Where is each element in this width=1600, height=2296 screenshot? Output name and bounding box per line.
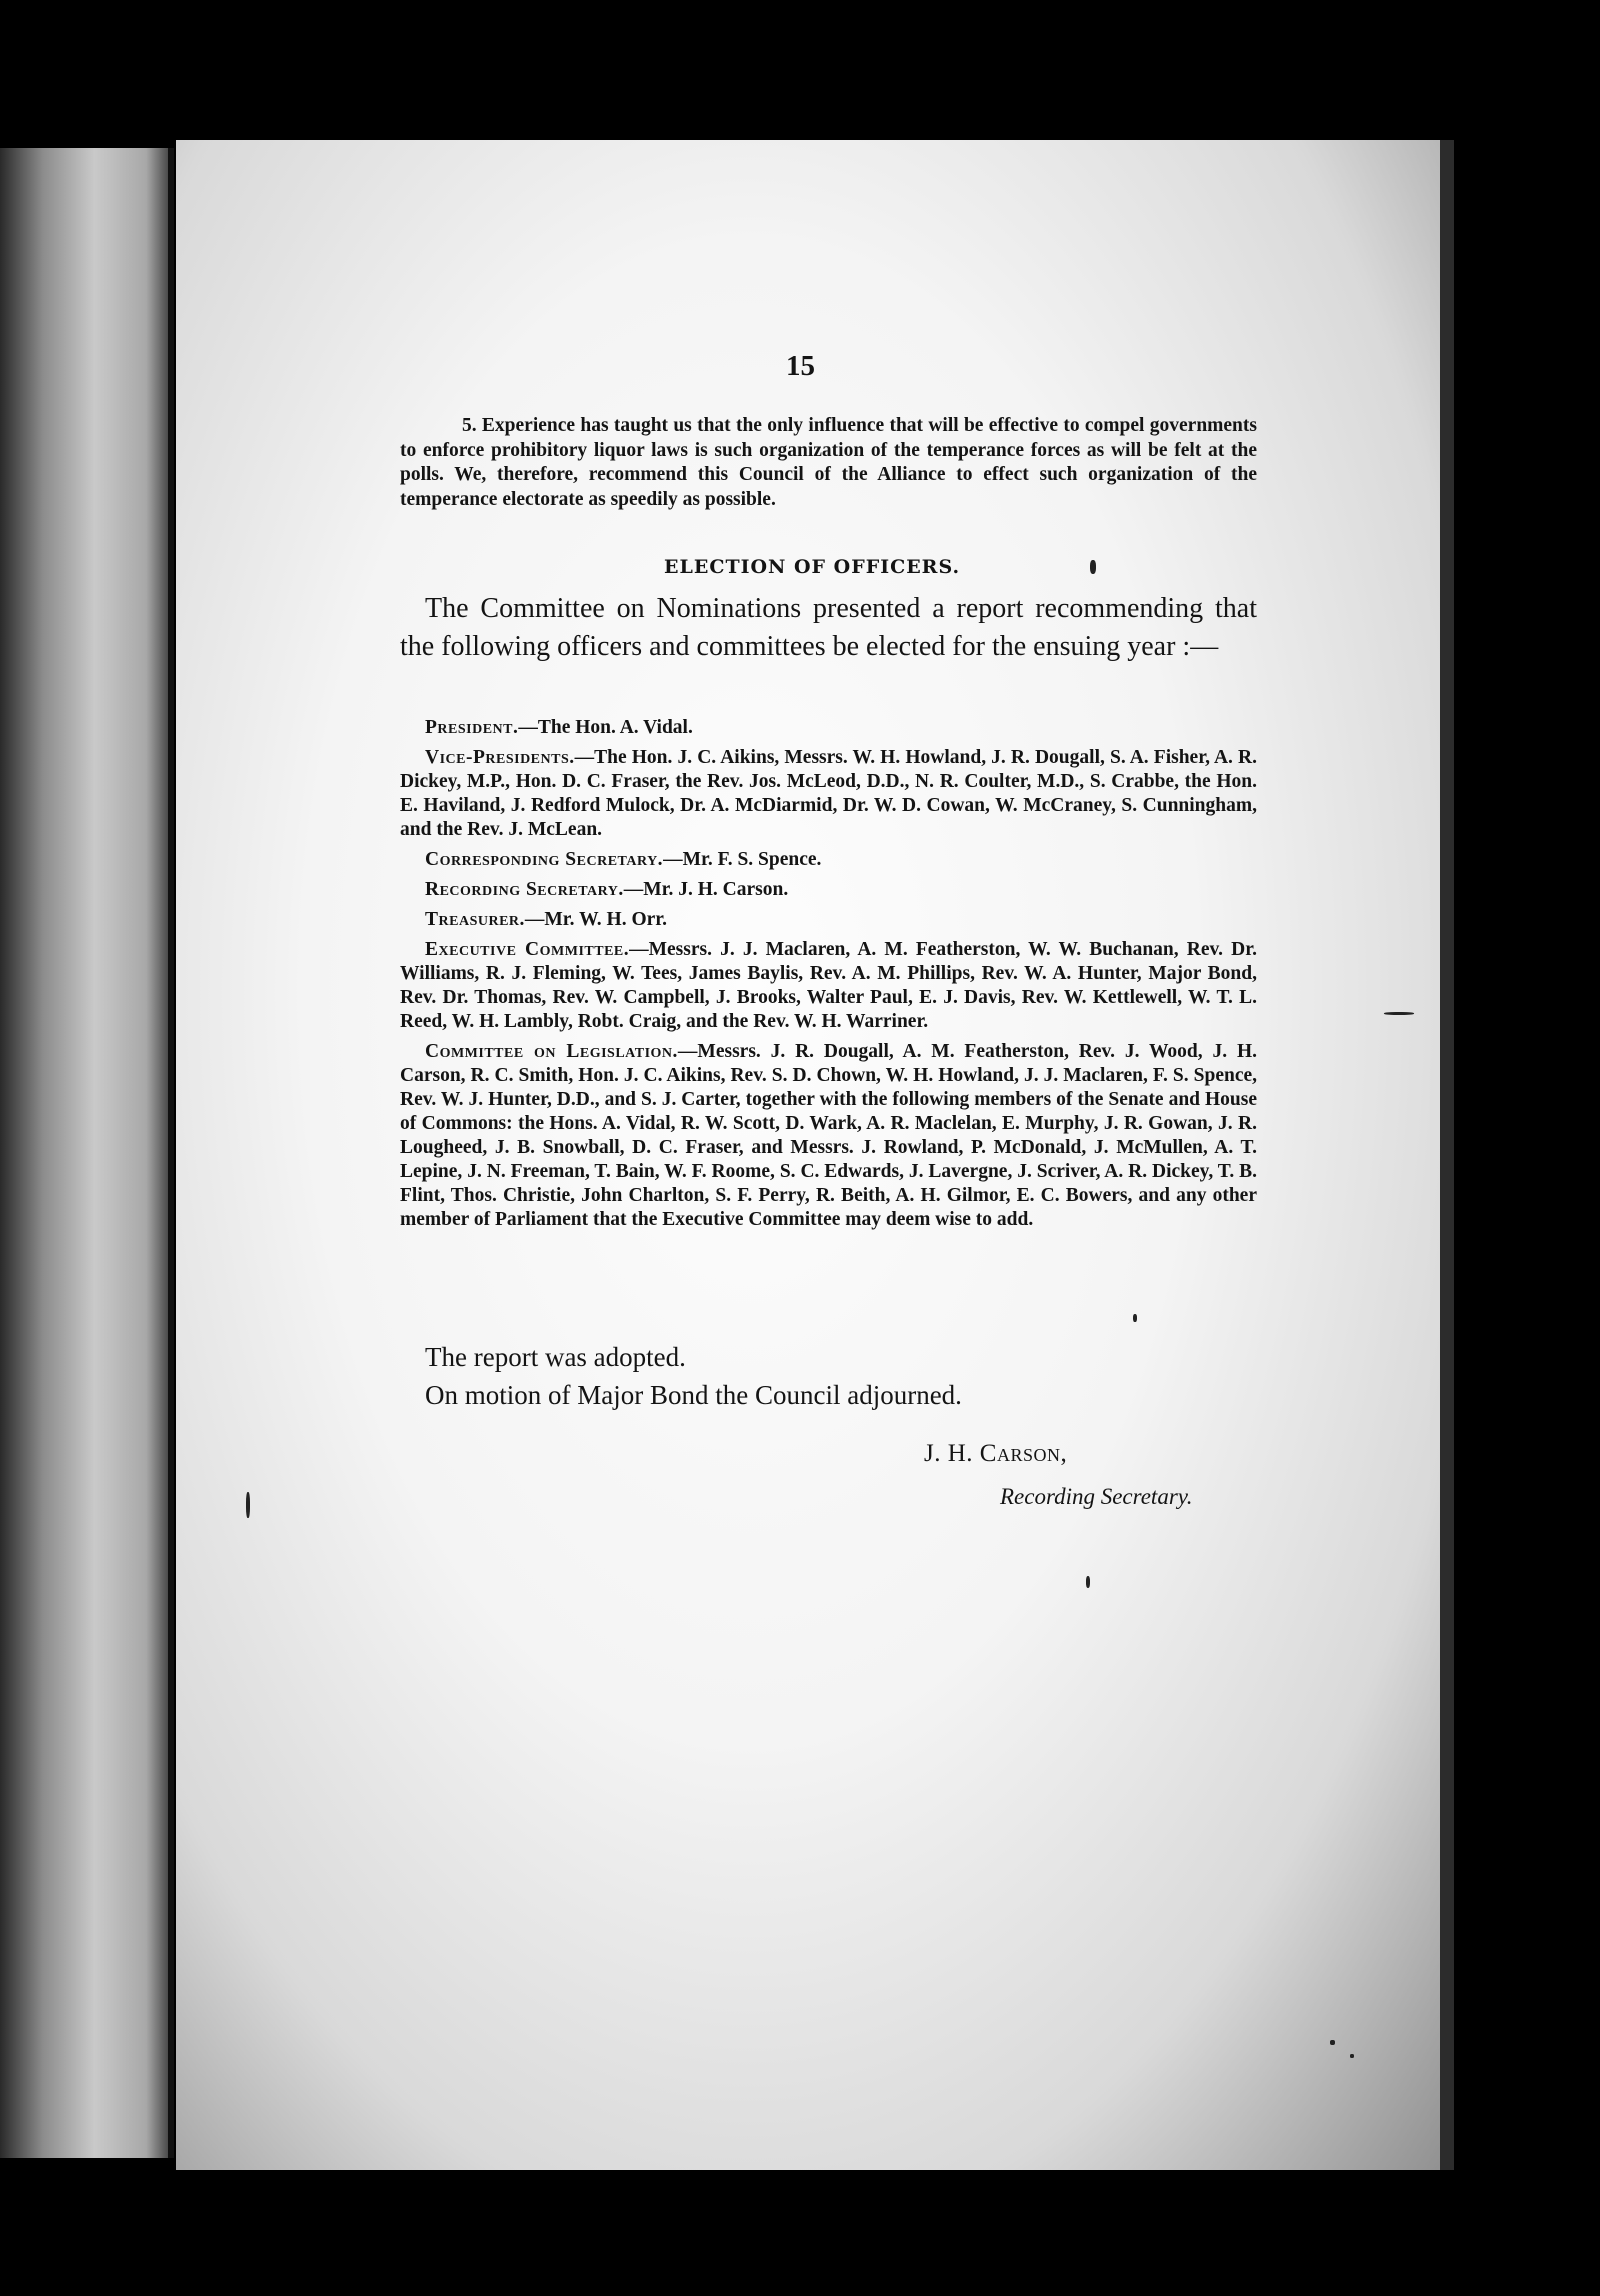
page-fold (168, 148, 174, 2158)
officer-label: President. (425, 717, 519, 738)
officer-label: Vice-Presidents. (425, 747, 575, 768)
intro-text: The Committee on Nominations presented a report recommending that the following officers and committees be elected for the ensuing year :— (400, 593, 1257, 662)
section-heading: ELECTION OF OFFICERS. (664, 556, 961, 578)
scan-speck (1350, 2054, 1354, 2058)
facing-page-edge (0, 148, 172, 2158)
nominations-intro (400, 590, 1257, 666)
scan-speck (1086, 1576, 1090, 1588)
adjourned-line: On motion of Major Bond the Council adjourned. (425, 1380, 962, 1410)
officer-names: —The Hon. J. C. Aikins, Messrs. W. H. Howland, J. R. Dougall, S. A. Fisher, A. R. Dickey, M.P., Hon. D. C. Fraser, the Rev. Jos. McLeod, D.D., N. R. Coulter, M.D., S. Crabbe, the Hon. E. Haviland, J. Redford Mulock, Dr. A. McDiarmid, Dr. W. D. Cowan, W. McCraney, S. Cunningham, and the Rev. J. McLean. (400, 747, 1257, 840)
officer-entry-president (400, 716, 1257, 740)
officer-names: —Mr. F. S. Spence. (663, 849, 822, 870)
page-right-edge (1440, 140, 1454, 2170)
officer-entry-recording-secretary (400, 878, 1257, 902)
officer-label: Committee on Legislation. (425, 1041, 678, 1062)
officer-label: Corresponding Secretary. (425, 849, 664, 870)
officer-entry-executive-committee (400, 938, 1257, 1034)
page-number: 15 (786, 350, 815, 382)
officer-label: Recording Secretary. (425, 879, 624, 900)
officer-entry-corresponding-secretary (400, 848, 1257, 872)
signature-name: J. H. Carson, (924, 1440, 1068, 1467)
signature-title: Recording Secretary. (1000, 1484, 1193, 1509)
resolution-text: 5. Experience has taught us that the only influence that will be effective to compel governments to enforce prohibitory liquor laws is such organization of the temperance forces as will be felt at the polls. We, therefore, recommend this Council of the Alliance to effect such organization of the temperance electorate as speedily as possible. (400, 415, 1257, 510)
officers-list (400, 716, 1257, 1238)
officer-names: —Mr. W. H. Orr. (524, 909, 668, 930)
officer-entry-vice-presidents (400, 746, 1257, 842)
scan-speck (1330, 2040, 1335, 2045)
scan-speck (246, 1492, 250, 1518)
scan-speck (1090, 560, 1096, 574)
scan-speck (1133, 1314, 1137, 1322)
officer-entry-treasurer (400, 908, 1257, 932)
closing-lines (400, 1338, 1257, 1414)
officer-label: Executive Committee. (425, 939, 630, 960)
scan-speck (1384, 1012, 1414, 1015)
officer-entry-committee-on-legislation (400, 1040, 1257, 1232)
resolution-paragraph (400, 414, 1257, 512)
officer-label: Treasurer. (425, 909, 525, 930)
officer-names: —Mr. J. H. Carson. (623, 879, 789, 900)
officer-names: —Messrs. J. J. Maclaren, A. M. Featherston, W. W. Buchanan, Rev. Dr. Williams, R. J. Fleming, W. Tees, James Baylis, Rev. A. M. Phillips, Rev. W. A. Hunter, Major Bond, Rev. Dr. Thomas, Rev. W. Campbell, J. Brooks, Walter Paul, E. J. Davis, Rev. W. Kettlewell, W. T. L. Reed, W. H. Lambly, Robt. Craig, and the Rev. W. H. Warriner. (400, 939, 1258, 1032)
report-adopted-line: The report was adopted. (425, 1342, 686, 1372)
officer-names: —The Hon. A. Vidal. (518, 717, 693, 738)
officer-names: —Messrs. J. R. Dougall, A. M. Featherston, Rev. J. Wood, J. H. Carson, R. C. Smith, Hon. J. C. Aikins, Rev. S. D. Chown, W. H. Howland, J. J. Maclaren, F. S. Spence, Rev. W. J. Hunter, D.D., and S. J. Carter, together with the following members of the Senate and House of Commons: the Hons. A. Vidal, R. W. Scott, D. Wark, A. R. Maclelan, E. Murphy, J. R. Gowan, J. R. Lougheed, J. B. Snowball, D. C. Fraser, and Messrs. J. Rowland, P. McDonald, J. McMullen, A. T. Lepine, J. N. Freeman, T. Bain, W. F. Roome, S. C. Edwards, J. Lavergne, J. Scriver, A. R. Dickey, T. B. Flint, Thos. Christie, John Charlton, S. F. Perry, R. Beith, A. H. Gilmor, E. C. Bowers, and any other member of Parliament that the Executive Committee may deem wise to add. (400, 1041, 1257, 1230)
